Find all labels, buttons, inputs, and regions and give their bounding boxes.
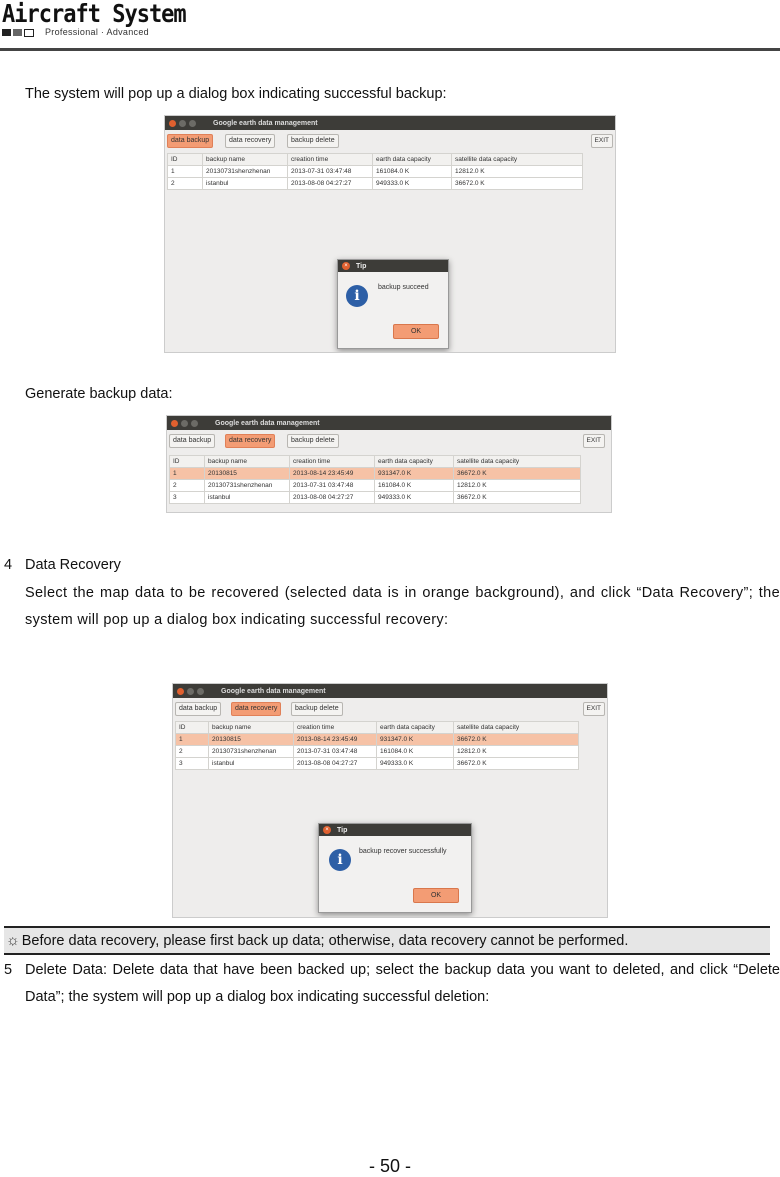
cell: 931347.0 K bbox=[377, 734, 454, 746]
backup-table bbox=[175, 721, 579, 770]
window-titlebar bbox=[165, 116, 615, 130]
cell: istanbul bbox=[203, 178, 288, 190]
dialog-title: Tip bbox=[337, 826, 348, 834]
screenshot-recovery-success bbox=[172, 683, 608, 918]
cell: 161084.0 K bbox=[377, 746, 454, 758]
page-number: - 50 - bbox=[368, 1156, 411, 1176]
col-header: creation time bbox=[294, 722, 377, 734]
tip-dialog bbox=[318, 823, 472, 913]
cell: 931347.0 K bbox=[375, 468, 454, 480]
cell: 1 bbox=[170, 468, 205, 480]
section4-title: Data Recovery bbox=[25, 557, 121, 573]
table-row[interactable] bbox=[168, 166, 583, 178]
logo-subtitle: Professional · Advanced bbox=[45, 27, 149, 37]
cell: 20130731shenzhenan bbox=[203, 166, 288, 178]
cell: istanbul bbox=[205, 492, 290, 504]
backup-delete-button[interactable]: backup delete bbox=[287, 434, 339, 448]
toolbar bbox=[165, 130, 615, 150]
col-header: ID bbox=[168, 154, 203, 166]
data-recovery-button[interactable]: data recovery bbox=[231, 702, 281, 716]
exit-button[interactable]: EXIT bbox=[583, 702, 605, 716]
tip-text: Before data recovery, please first back up data; otherwise, data recovery cannot be performed. bbox=[21, 932, 629, 949]
cell: 36672.0 K bbox=[454, 758, 579, 770]
cell: 12812.0 K bbox=[454, 746, 579, 758]
table-header-row bbox=[170, 456, 581, 468]
info-icon: i bbox=[346, 285, 368, 307]
window-titlebar bbox=[173, 684, 607, 698]
dialog-titlebar bbox=[338, 260, 448, 272]
dialog-message: backup succeed bbox=[378, 284, 429, 291]
close-icon bbox=[169, 120, 176, 127]
intro-paragraph: The system will pop up a dialog box indicating successful backup: bbox=[25, 86, 447, 102]
table-header-row bbox=[176, 722, 579, 734]
table-row-selected[interactable] bbox=[170, 468, 581, 480]
section4-body: Select the map data to be recovered (selected data is in orange background), and click “Data Recovery”; the system will pop up a dialog box indicating successful recovery: bbox=[25, 585, 780, 628]
col-header: satellite data capacity bbox=[452, 154, 583, 166]
cell: 20130815 bbox=[209, 734, 294, 746]
maximize-icon bbox=[189, 120, 196, 127]
col-header: earth data capacity bbox=[373, 154, 452, 166]
data-backup-button[interactable]: data backup bbox=[169, 434, 215, 448]
close-icon bbox=[171, 420, 178, 427]
cell: 2 bbox=[176, 746, 209, 758]
cell: 161084.0 K bbox=[375, 480, 454, 492]
col-header: earth data capacity bbox=[377, 722, 454, 734]
col-header: ID bbox=[176, 722, 209, 734]
screenshot-backup-success bbox=[164, 115, 616, 353]
dialog-title: Tip bbox=[356, 262, 367, 270]
data-backup-button[interactable]: data backup bbox=[175, 702, 221, 716]
col-header: backup name bbox=[209, 722, 294, 734]
cell: 12812.0 K bbox=[454, 480, 581, 492]
cell: 1 bbox=[176, 734, 209, 746]
ok-button[interactable]: OK bbox=[413, 888, 459, 903]
backup-delete-button[interactable]: backup delete bbox=[287, 134, 339, 148]
col-header: creation time bbox=[290, 456, 375, 468]
cell: 2013-08-08 04:27:27 bbox=[288, 178, 373, 190]
table-row[interactable] bbox=[176, 746, 579, 758]
data-backup-button[interactable]: data backup bbox=[167, 134, 213, 148]
close-icon bbox=[177, 688, 184, 695]
toolbar bbox=[167, 430, 611, 450]
lightbulb-icon: ☼ bbox=[6, 932, 20, 949]
cell: 3 bbox=[170, 492, 205, 504]
table-row[interactable] bbox=[170, 492, 581, 504]
section5-number: 5 bbox=[4, 962, 13, 978]
generate-paragraph: Generate backup data: bbox=[25, 386, 173, 402]
window-title: Google earth data management bbox=[221, 687, 326, 695]
minimize-icon bbox=[179, 120, 186, 127]
window-title: Google earth data management bbox=[213, 119, 318, 127]
cell: 949333.0 K bbox=[377, 758, 454, 770]
dialog-message: backup recover successfully bbox=[359, 848, 447, 855]
logo-squares-icon bbox=[2, 29, 34, 37]
tip-dialog bbox=[337, 259, 449, 349]
col-header: satellite data capacity bbox=[454, 456, 581, 468]
backup-table bbox=[167, 153, 583, 190]
window-title: Google earth data management bbox=[215, 419, 320, 427]
col-header: satellite data capacity bbox=[454, 722, 579, 734]
dialog-close-icon[interactable]: × bbox=[342, 262, 350, 270]
cell: 2013-07-31 03:47:48 bbox=[288, 166, 373, 178]
ok-button[interactable]: OK bbox=[393, 324, 439, 339]
cell: 2013-08-14 23:45:49 bbox=[290, 468, 375, 480]
cell: 20130815 bbox=[205, 468, 290, 480]
cell: 36672.0 K bbox=[454, 734, 579, 746]
cell: 161084.0 K bbox=[373, 166, 452, 178]
cell: istanbul bbox=[209, 758, 294, 770]
table-row[interactable] bbox=[176, 758, 579, 770]
col-header: backup name bbox=[205, 456, 290, 468]
cell: 2 bbox=[168, 178, 203, 190]
cell: 2 bbox=[170, 480, 205, 492]
cell: 1 bbox=[168, 166, 203, 178]
dialog-titlebar bbox=[319, 824, 471, 836]
toolbar bbox=[173, 698, 607, 718]
section5-body: Delete Data: Delete data that have been backed up; select the backup data you want to deleted, and click “Delete Data”; the system will pop up a dialog box indicating successful deletion: bbox=[25, 962, 780, 1005]
cell: 2013-08-08 04:27:27 bbox=[290, 492, 375, 504]
section4-number: 4 bbox=[4, 557, 13, 573]
screenshot-generated-backup bbox=[166, 415, 612, 513]
info-icon: i bbox=[329, 849, 351, 871]
cell: 2013-07-31 03:47:48 bbox=[290, 480, 375, 492]
cell: 2013-08-14 23:45:49 bbox=[294, 734, 377, 746]
minimize-icon bbox=[181, 420, 188, 427]
dialog-close-icon[interactable]: × bbox=[323, 826, 331, 834]
cell: 36672.0 K bbox=[454, 492, 581, 504]
col-header: ID bbox=[170, 456, 205, 468]
table-row[interactable] bbox=[170, 480, 581, 492]
col-header: creation time bbox=[288, 154, 373, 166]
cell: 20130731shenzhenan bbox=[209, 746, 294, 758]
maximize-icon bbox=[197, 688, 204, 695]
exit-button[interactable]: EXIT bbox=[583, 434, 605, 448]
cell: 949333.0 K bbox=[375, 492, 454, 504]
cell: 20130731shenzhenan bbox=[205, 480, 290, 492]
cell: 2013-07-31 03:47:48 bbox=[294, 746, 377, 758]
maximize-icon bbox=[191, 420, 198, 427]
table-header-row bbox=[168, 154, 583, 166]
cell: 3 bbox=[176, 758, 209, 770]
header-divider bbox=[0, 48, 780, 51]
backup-delete-button[interactable]: backup delete bbox=[291, 702, 343, 716]
data-recovery-button[interactable]: data recovery bbox=[225, 434, 275, 448]
minimize-icon bbox=[187, 688, 194, 695]
table-row[interactable] bbox=[168, 178, 583, 190]
data-recovery-button[interactable]: data recovery bbox=[225, 134, 275, 148]
col-header: backup name bbox=[203, 154, 288, 166]
window-titlebar bbox=[167, 416, 611, 430]
cell: 2013-08-08 04:27:27 bbox=[294, 758, 377, 770]
cell: 12812.0 K bbox=[452, 166, 583, 178]
table-row-selected[interactable] bbox=[176, 734, 579, 746]
cell: 36672.0 K bbox=[452, 178, 583, 190]
backup-table bbox=[169, 455, 581, 504]
cell: 36672.0 K bbox=[454, 468, 581, 480]
exit-button[interactable]: EXIT bbox=[591, 134, 613, 148]
tip-note bbox=[4, 926, 770, 955]
col-header: earth data capacity bbox=[375, 456, 454, 468]
logo-title: Aircraft System bbox=[2, 0, 186, 29]
cell: 949333.0 K bbox=[373, 178, 452, 190]
